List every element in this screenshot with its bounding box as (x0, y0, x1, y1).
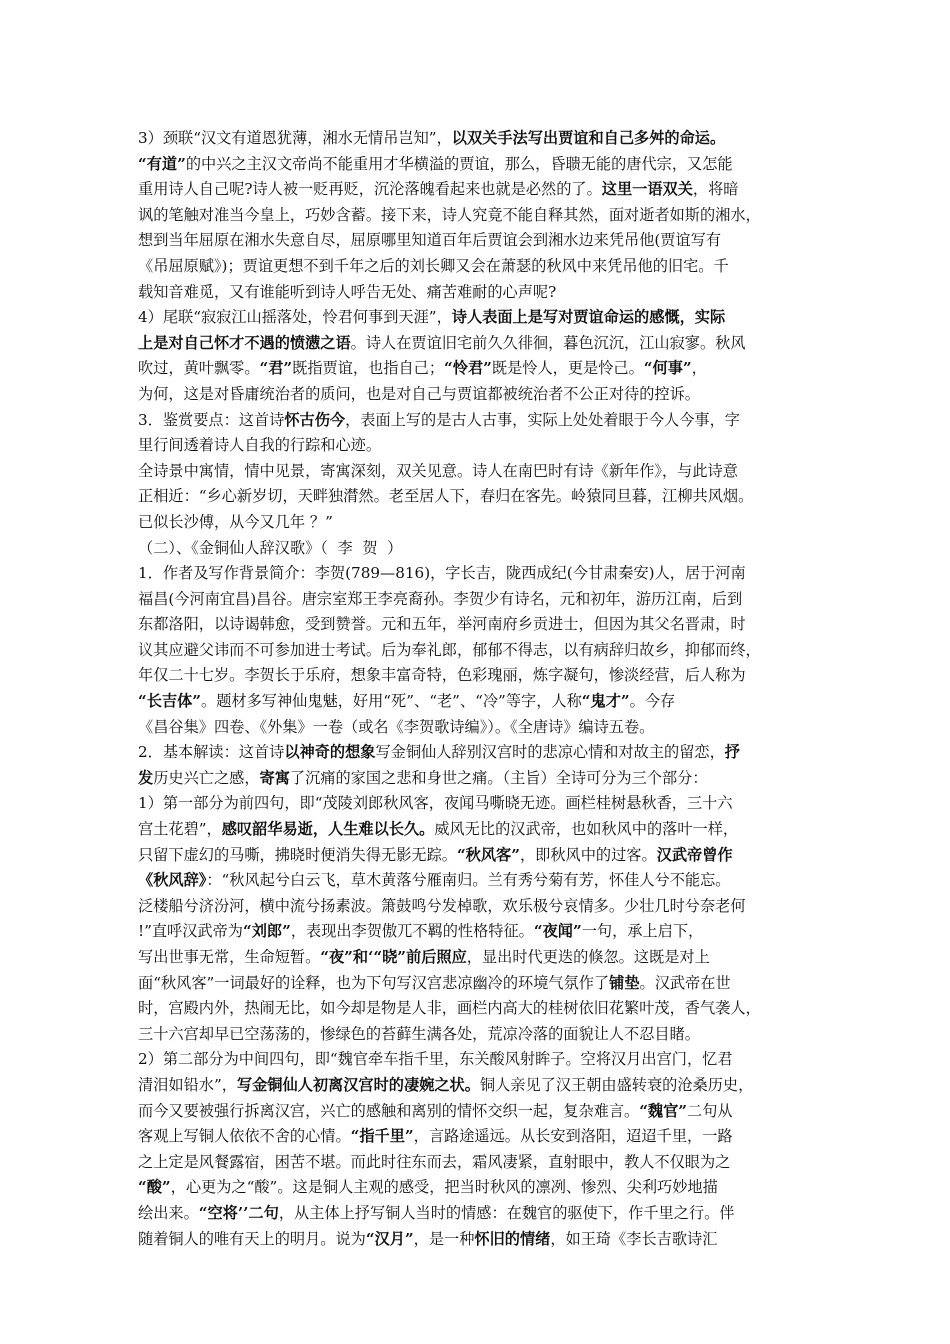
bold-text: “汉月” (365, 1229, 414, 1248)
bold-text: “君” (259, 359, 293, 378)
text-line (138, 817, 830, 843)
text-run: 威风无比的汉武帝，也如秋风中的落叶一样， (434, 820, 739, 839)
bold-text: 这里一语双关 (601, 180, 693, 199)
text-run: 客观上写铜人依依不舍的心情。 (138, 1127, 351, 1146)
text-run: ，显出时代更迭的倏忽。这既是对上 (466, 948, 710, 966)
bold-text: 铺垫 (609, 973, 640, 992)
text-run: ，如王琦《李长吉歌诗汇 (550, 1229, 718, 1248)
text-line (138, 1175, 830, 1201)
text-run: 。诗人在贾谊旧宅前久久徘徊，暮色沉沉，江山寂寥。秋风 (350, 333, 746, 352)
text-run: 三十六宫却早已空荡荡的，惨绿色的苔藓生满各处，荒凉冷落的面貌让人不忍目睹。 (138, 1024, 700, 1043)
text-run: 历史兴亡之感， (153, 768, 260, 787)
text-run: （二）、《金铜仙人辞汉歌》（ 李 贺 ） (138, 538, 403, 557)
bold-text: “有道” (138, 154, 186, 173)
bold-text: 以神奇的想象 (284, 743, 376, 762)
text-run: 《吊屈原赋》)；贾谊更想不到千年之后的刘长卿又会在萧瑟的秋风中来凭吊他的旧宅。千 (138, 256, 729, 275)
text-run: 重用诗人自己呢?诗人被一贬再贬，沉沦落魄看起来也就是必然的了。 (138, 180, 602, 199)
bold-text: “长吉体” (138, 692, 202, 711)
text-run: ，表现出李贺傲兀不羁的性格特征。 (290, 922, 534, 941)
text-run: ：“秋风起兮白云飞，草木黄落兮雁南归。兰有秀兮菊有芳，怀佳人兮不能忘。 (206, 871, 731, 890)
text-line (138, 1201, 830, 1227)
text-line (138, 894, 830, 920)
text-run: 载知音难觅，又有谁能听到诗人呼告无处、痛苦难耐的心声呢? (138, 282, 557, 301)
bold-text: “夜闻” (533, 922, 582, 941)
text-run: 宫土花碧”， (138, 820, 222, 839)
text-run: ， (691, 359, 707, 378)
bold-text: 写金铜仙人初离汉宫时的凄婉之状。 (236, 1075, 480, 1094)
text-run: !”直呼汉武帝为 (138, 922, 243, 941)
bold-text: 感叹韶华易逝，人生难以长久。 (221, 820, 435, 839)
document-body (138, 126, 830, 1252)
bold-text: “刘郎” (243, 922, 291, 941)
bold-text: “怜君” (444, 359, 492, 378)
text-line (138, 459, 830, 485)
text-run: 1．作者及写作背景简介：李贺(789—816)，字长吉，陇西成纪(今甘肃秦安)人，居于河南 (138, 564, 746, 583)
bold-text: “秋风客” (456, 845, 520, 864)
text-line (138, 1150, 830, 1176)
text-line (138, 536, 830, 562)
text-line (138, 228, 830, 254)
bold-text: 怀古伤今 (284, 410, 346, 429)
text-line (138, 203, 830, 229)
text-line (138, 791, 830, 817)
text-line (138, 868, 830, 894)
text-run: 写金铜仙人辞别汉宫时的悲凉心情和对故主的留恋， (375, 743, 725, 762)
bold-text: 诗人表面上是写对贾谊命运的感慨，实际 (451, 308, 726, 327)
text-line (138, 843, 830, 869)
text-run: 年仅二十七岁。李贺长于乐府，想象丰富奇特，色彩瑰丽，炼字凝句，惨淡经营，后人称为 (138, 666, 746, 685)
bold-text: “指千里” (350, 1127, 414, 1146)
text-run: ，是一种 (413, 1229, 475, 1248)
text-line (138, 945, 830, 971)
text-line (138, 126, 830, 152)
text-line (138, 971, 830, 997)
text-run: 只留下虚幻的马嘶，拂晓时便消失得无影无踪。 (138, 845, 457, 864)
text-run: 为何，这是对昏庸统治者的质问，也是对自己与贾谊都被统治者不公正对待的控诉。 (138, 384, 700, 403)
text-run: 里行间透着诗人自我的行踪和心迹。 (138, 436, 381, 455)
text-line (138, 382, 830, 408)
text-line (138, 254, 830, 280)
bold-text: 上是对自己怀才不遇的愤懑之语 (138, 333, 351, 352)
bold-text: 抒 (724, 743, 740, 762)
text-run: 清泪如铅水”， (138, 1075, 237, 1094)
bold-text: 寄寓 (259, 768, 290, 787)
text-line (138, 1227, 830, 1253)
text-run: 。汉武帝在世 (639, 973, 731, 992)
bold-text: 以双关手法写出贾谊和自己多舛的命运。 (451, 129, 726, 147)
text-run: 铜人亲见了汉王朝由盛转衰的沧桑历史， (479, 1075, 754, 1094)
bold-text: “魏官” (639, 1101, 688, 1120)
bold-text: 发 (138, 768, 154, 787)
text-run: ，从主体上抒写铜人当时的情感：在魏官的驱使下，作千里之行。伴 (278, 1203, 735, 1222)
text-line (138, 408, 830, 434)
text-run: 3．鉴赏要点：这首诗 (138, 410, 285, 429)
bold-text: “酸” (138, 1178, 171, 1197)
text-line (138, 689, 830, 715)
text-run: ，表面上写的是古人古事，实际上处处着眼于今人今事，字 (345, 410, 740, 429)
text-run: ，将暗 (692, 180, 739, 199)
text-run: 之上定是风餐露宿，困苦不堪。而此时往东而去，霜风凄紧，直射眼中，教人不仅眼为之 (138, 1152, 731, 1171)
bold-text: “何事” (643, 359, 692, 378)
text-line (138, 177, 830, 203)
text-run: ，言路途遥远。从长安到洛阳，迢迢千里，一路 (413, 1127, 733, 1146)
text-line (138, 638, 830, 664)
text-line (138, 331, 830, 357)
text-run: 而今又要被强行拆离汉宫，兴亡的感触和离别的情怀交织一起，复杂难言。 (138, 1101, 640, 1120)
text-line (138, 433, 830, 459)
text-run: 3）颈联“汉文有道恩犹薄，湘水无情吊岂知”， (138, 129, 452, 147)
text-run: 。今存 (629, 692, 676, 711)
text-run: 。题材多写神仙鬼魅，好用“死”、“老”、“冷”等字，人称 (201, 692, 582, 711)
text-run: 议其应避父讳而不可参加进士考试。后为奉礼郎，郁郁不得志，以有病辞归故乡，抑郁而终， (138, 640, 761, 659)
bold-text: “夜”和‘“晓”前后照应 (320, 948, 467, 966)
text-run: 二句从 (687, 1101, 733, 1120)
text-run: 2．基本解读：这首诗 (138, 743, 285, 762)
text-run: 想到当年屈原在湘水失意自尽，屈原哪里知道百年后贾谊会到湘水边来凭吊他(贾谊写有 (138, 231, 722, 250)
text-run: 已似长沙傅，从今又几年 ？” (138, 512, 333, 531)
text-run: 既是怜人，更是怜己。 (491, 359, 644, 378)
text-run: 既指贾谊，也指自己； (292, 359, 445, 378)
text-run: 1）第一部分为前四句，即“茂陵刘郎秋风客，夜闻马嘶晓无迹。画栏桂树悬秋香，三十六 (138, 794, 733, 813)
text-line (138, 612, 830, 638)
text-line (138, 356, 830, 382)
bold-text: “空将’’二句 (198, 1203, 279, 1222)
text-run: 面“秋风客”一词最好的诠释，也为下句写汉宫悲凉幽冷的环境气氛作了 (138, 973, 610, 992)
text-run: 吹过，黄叶飘零。 (138, 359, 260, 378)
text-run: 绘出来。 (138, 1203, 199, 1222)
text-line (138, 715, 830, 741)
text-line (138, 305, 830, 331)
bold-text: 《秋风辞》 (138, 871, 207, 890)
text-run: 《昌谷集》四卷、《外集》一卷（或名《李贺歌诗编》）。《全唐诗》编诗五卷。 (138, 717, 655, 736)
text-run: 福昌(今河南宜昌)昌谷。唐宗室郑王李亮裔孙。李贺少有诗名，元和初年，游历江南，后到 (138, 589, 743, 608)
text-run: 全诗景中寓情，情中见景，寄寓深刻，双关见意。诗人在南巴时有诗《新年作》，与此诗意 (138, 461, 738, 480)
text-run: 写出世事无常，生命短暂。 (138, 948, 321, 966)
text-line (138, 919, 830, 945)
text-run: 东都洛阳，以诗谒韩愈，受到赞誉。元和五年，举河南府乡贡进士，但因为其父名晋肃，时 (138, 615, 746, 634)
text-line (138, 152, 830, 178)
text-line (138, 1099, 830, 1125)
text-line (138, 484, 830, 510)
text-line (138, 766, 830, 792)
text-run: 了沉痛的家国之悲和身世之痛。（主旨）全诗可分为三个部分： (289, 768, 708, 787)
text-line (138, 1073, 830, 1099)
text-run: 一句，承上启下， (581, 922, 704, 941)
text-run: 2）第二部分为中间四句，即“魏官牵车指千里，东关酸风射眸子。空将汉月出宫门，忆君 (138, 1050, 733, 1069)
text-run: 泛楼船兮济汾河，横中流兮扬素波。箫鼓鸣兮发棹歌，欢乐极兮哀情多。少壮几时兮奈老何 (138, 896, 746, 915)
text-run: 时，宫殿内外，热闹无比，如今却是物是人非，画栏内高大的桂树依旧花繁叶茂，香气袭人， (138, 999, 761, 1018)
text-run: 正相近：“乡心新岁切，天畔独潸然。老至居人下，春归在客先。岭猿同旦暮，江柳共风烟。 (138, 487, 754, 506)
text-line (138, 663, 830, 689)
text-line (138, 280, 830, 306)
text-run: ，心更为之“酸”。这是铜人主观的感受，把当时秋风的凛冽、惨烈、尖利巧妙地描 (170, 1178, 718, 1197)
text-line (138, 1022, 830, 1048)
text-run: 随着铜人的唯有天上的明月。说为 (138, 1229, 366, 1248)
text-line (138, 740, 830, 766)
bold-text: 怀旧的情绪 (474, 1229, 551, 1248)
text-run: 4）尾联“寂寂江山摇落处，怜君何事到天涯”， (138, 308, 452, 327)
text-line (138, 561, 830, 587)
text-line (138, 587, 830, 613)
text-run: 讽的笔触对准当今皇上，巧妙含蓄。接下来，诗人究竟不能自释其然，面对逝者如斯的湘水， (138, 205, 761, 224)
text-run: ，即秋风中的过客。 (519, 845, 657, 864)
text-line (138, 1047, 830, 1073)
text-run: 的中兴之主汉文帝尚不能重用才华横溢的贾谊，那么，昏聩无能的唐代宗，又怎能 (185, 154, 733, 173)
bold-text: “鬼才” (581, 692, 630, 711)
text-line (138, 510, 830, 536)
bold-text: 汉武帝曾作 (656, 845, 733, 864)
text-line (138, 1124, 830, 1150)
text-line (138, 996, 830, 1022)
